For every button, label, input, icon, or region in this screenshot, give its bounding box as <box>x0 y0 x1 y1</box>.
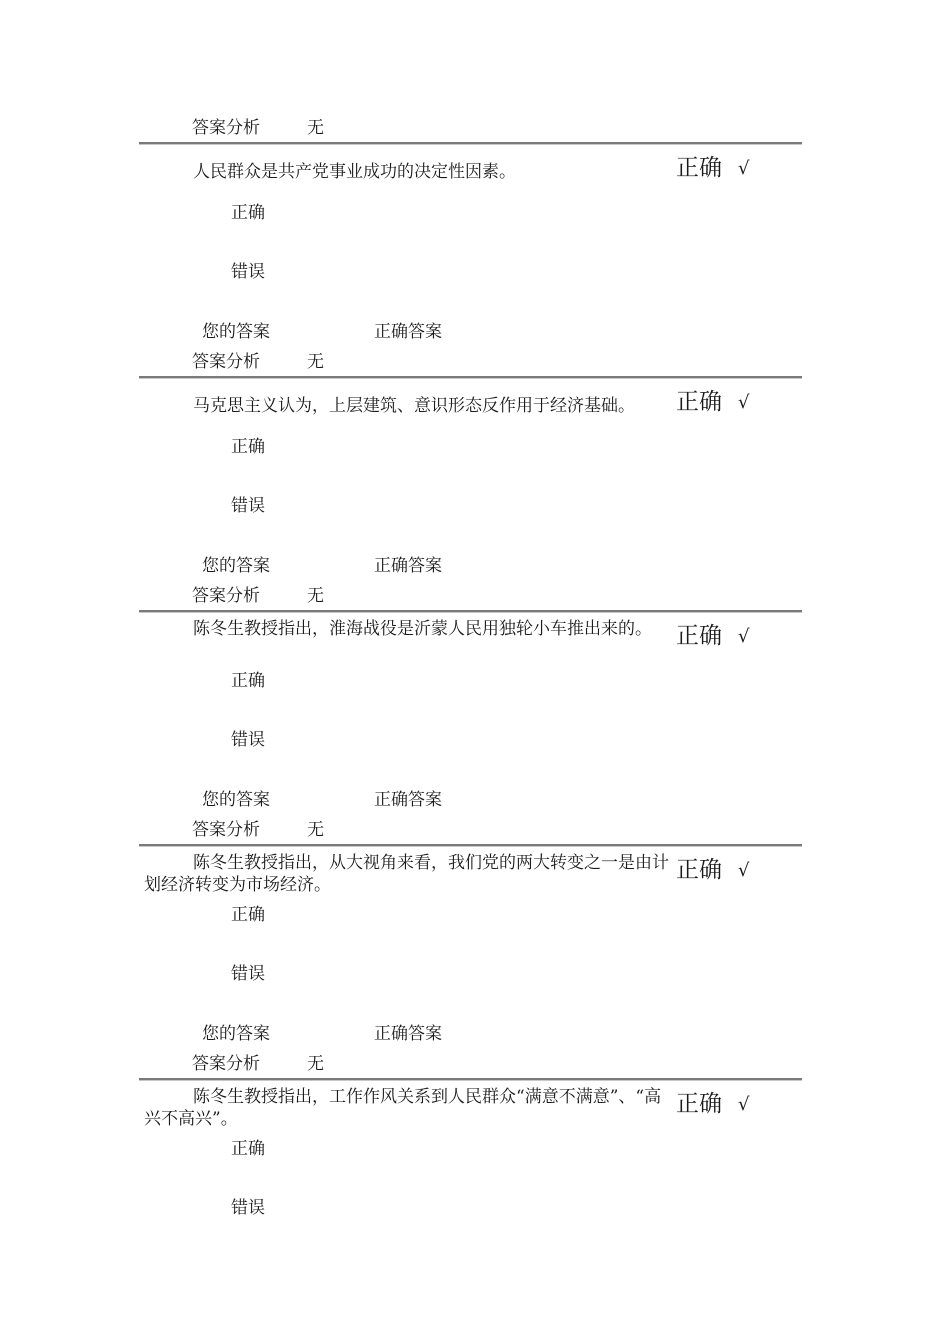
correct-answer-label: 正确答案 <box>374 556 442 576</box>
check-icon: √ <box>738 860 750 881</box>
your-answer-label: 您的答案 <box>202 322 270 342</box>
check-icon: √ <box>738 392 750 413</box>
check-icon: √ <box>738 1094 750 1115</box>
your-answer-label: 您的答案 <box>202 556 270 576</box>
option-true[interactable]: 正确 <box>231 203 265 223</box>
your-answer-label: 您的答案 <box>202 790 270 810</box>
option-false[interactable]: 错误 <box>231 496 265 516</box>
option-false[interactable]: 错误 <box>231 964 265 984</box>
question-text: 陈冬生教授指出，淮海战役是沂蒙人民用独轮小车推出来的。 <box>193 619 652 639</box>
result-label: 正确 <box>676 857 722 883</box>
result-label: 正确 <box>676 1091 722 1117</box>
option-true[interactable]: 正确 <box>231 905 265 925</box>
analysis-label: 答案分析 <box>192 352 260 372</box>
question-divider <box>139 844 802 847</box>
question-text: 陈冬生教授指出，从大视角来看，我们党的两大转变之一是由计划经济转变为市场经济。 <box>144 853 669 895</box>
analysis-label: 答案分析 <box>192 1054 260 1074</box>
question-divider <box>139 1078 802 1081</box>
analysis-value: 无 <box>307 586 324 606</box>
result-label: 正确 <box>676 155 722 181</box>
check-icon: √ <box>738 158 750 179</box>
analysis-value: 无 <box>307 118 324 138</box>
question-text: 马克思主义认为，上层建筑、意识形态反作用于经济基础。 <box>193 396 635 416</box>
analysis-value: 无 <box>307 820 324 840</box>
your-answer-label: 您的答案 <box>202 1024 270 1044</box>
result-label: 正确 <box>676 623 722 649</box>
analysis-label: 答案分析 <box>192 118 260 138</box>
analysis-value: 无 <box>307 1054 324 1074</box>
option-true[interactable]: 正确 <box>231 1139 265 1159</box>
option-true[interactable]: 正确 <box>231 437 265 457</box>
check-icon: √ <box>738 626 750 647</box>
question-divider <box>139 142 802 145</box>
option-false[interactable]: 错误 <box>231 262 265 282</box>
question-divider <box>139 376 802 379</box>
question-text: 陈冬生教授指出，工作作风关系到人民群众“满意不满意”、“高兴不高兴”。 <box>144 1087 662 1129</box>
question-text: 人民群众是共产党事业成功的决定性因素。 <box>193 162 516 182</box>
option-false[interactable]: 错误 <box>231 1198 265 1218</box>
option-true[interactable]: 正确 <box>231 671 265 691</box>
correct-answer-label: 正确答案 <box>374 322 442 342</box>
correct-answer-label: 正确答案 <box>374 790 442 810</box>
analysis-label: 答案分析 <box>192 820 260 840</box>
question-divider <box>139 610 802 613</box>
option-false[interactable]: 错误 <box>231 730 265 750</box>
analysis-value: 无 <box>307 352 324 372</box>
analysis-label: 答案分析 <box>192 586 260 606</box>
correct-answer-label: 正确答案 <box>374 1024 442 1044</box>
result-label: 正确 <box>676 389 722 415</box>
